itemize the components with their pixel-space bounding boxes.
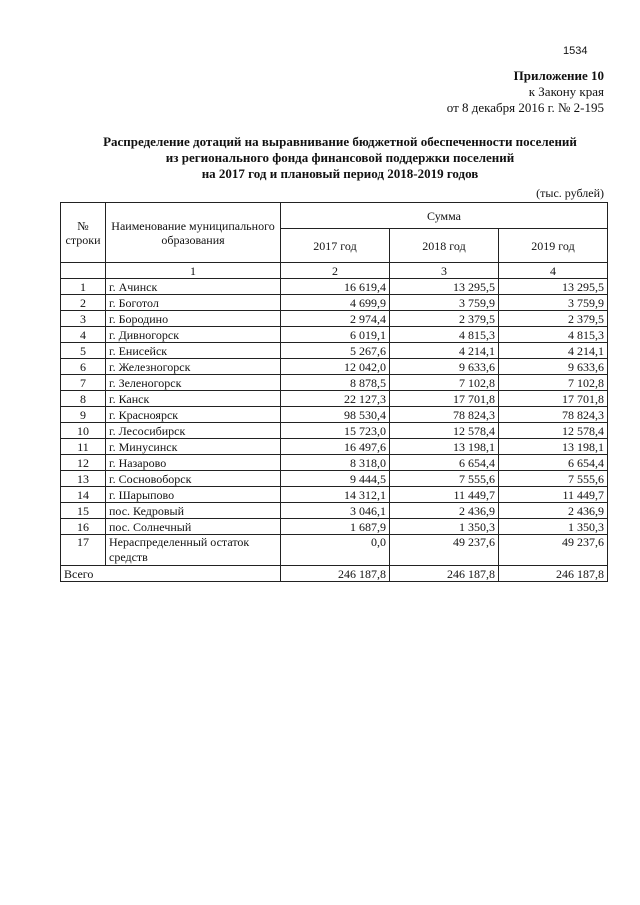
- table-row: [61, 519, 608, 535]
- row-number: 12: [61, 455, 106, 471]
- value-2019: 4 214,1: [499, 343, 608, 359]
- value-2019: 7 102,8: [499, 375, 608, 391]
- table-row: [61, 343, 608, 359]
- title-line: из регионального фонда финансовой поддержки поселений: [165, 150, 515, 165]
- value-2019: 2 379,5: [499, 311, 608, 327]
- value-2018: 4 815,3: [390, 327, 499, 343]
- value-2019: 13 198,1: [499, 439, 608, 455]
- table-row: [61, 311, 608, 327]
- value-2019: 4 815,3: [499, 327, 608, 343]
- index-cell: 4: [499, 263, 608, 279]
- value-2019: 49 237,6: [499, 535, 608, 566]
- row-number: 1: [61, 279, 106, 295]
- value-2018: 9 633,6: [390, 359, 499, 375]
- value-2017: 12 042,0: [281, 359, 390, 375]
- value-2017: 2 974,4: [281, 311, 390, 327]
- value-2017: 98 530,4: [281, 407, 390, 423]
- value-2018: 6 654,4: [390, 455, 499, 471]
- table-row: [61, 407, 608, 423]
- value-2019: 3 759,9: [499, 295, 608, 311]
- municipality-name: г. Бородино: [106, 311, 281, 327]
- municipality-name: г. Зеленогорск: [106, 375, 281, 391]
- value-2017: 8 318,0: [281, 455, 390, 471]
- value-2017: 9 444,5: [281, 471, 390, 487]
- municipality-name: г. Лесосибирск: [106, 423, 281, 439]
- value-2018: 12 578,4: [390, 423, 499, 439]
- title-line: Распределение дотаций на выравнивание бюджетной обеспеченности поселений: [103, 134, 577, 149]
- row-number: 6: [61, 359, 106, 375]
- appendix-date: от 8 декабря 2016 г. № 2-195: [446, 100, 604, 115]
- index-cell: 2: [281, 263, 390, 279]
- value-2018: 4 214,1: [390, 343, 499, 359]
- value-2017: 22 127,3: [281, 391, 390, 407]
- value-2017: 14 312,1: [281, 487, 390, 503]
- value-2017: 6 019,1: [281, 327, 390, 343]
- row-number: 2: [61, 295, 106, 311]
- appendix-title: Приложение 10: [513, 68, 604, 83]
- municipality-name: г. Шарыпово: [106, 487, 281, 503]
- municipality-name: г. Красноярск: [106, 407, 281, 423]
- table-row: [61, 423, 608, 439]
- total-2019: 246 187,8: [499, 566, 608, 582]
- table-row: [61, 327, 608, 343]
- total-2018: 246 187,8: [390, 566, 499, 582]
- value-2019: 2 436,9: [499, 503, 608, 519]
- row-number: 8: [61, 391, 106, 407]
- page-number: 1534: [563, 45, 588, 57]
- header-2018: 2018 год: [390, 229, 499, 263]
- municipality-name: г. Боготол: [106, 295, 281, 311]
- value-2018: 2 379,5: [390, 311, 499, 327]
- value-2018: 13 198,1: [390, 439, 499, 455]
- table-row: [61, 471, 608, 487]
- value-2018: 13 295,5: [390, 279, 499, 295]
- value-2017: 16 497,6: [281, 439, 390, 455]
- header-row-number: № строки: [61, 203, 106, 263]
- value-2017: 15 723,0: [281, 423, 390, 439]
- municipality-name: г. Дивногорск: [106, 327, 281, 343]
- value-2019: 17 701,8: [499, 391, 608, 407]
- value-2019: 11 449,7: [499, 487, 608, 503]
- value-2019: 12 578,4: [499, 423, 608, 439]
- row-number: 4: [61, 327, 106, 343]
- row-number: 15: [61, 503, 106, 519]
- row-number: 11: [61, 439, 106, 455]
- value-2017: 5 267,6: [281, 343, 390, 359]
- document-title: [70, 134, 610, 182]
- value-2018: 49 237,6: [390, 535, 499, 566]
- index-cell: [61, 263, 106, 279]
- value-2019: 13 295,5: [499, 279, 608, 295]
- row-number: 9: [61, 407, 106, 423]
- municipality-name: г. Ачинск: [106, 279, 281, 295]
- row-number: 5: [61, 343, 106, 359]
- value-2019: 7 555,6: [499, 471, 608, 487]
- row-number: 16: [61, 519, 106, 535]
- total-row: [61, 566, 608, 582]
- value-2018: 78 824,3: [390, 407, 499, 423]
- title-line: на 2017 год и плановый период 2018-2019 годов: [201, 166, 479, 181]
- municipality-name: г. Канск: [106, 391, 281, 407]
- municipality-name: г. Железногорск: [106, 359, 281, 375]
- value-2019: 9 633,6: [499, 359, 608, 375]
- table-row: [61, 359, 608, 375]
- header-sum: Сумма: [281, 203, 608, 229]
- municipality-name: Нераспределенный остаток средств: [106, 535, 281, 566]
- header-2017: 2017 год: [281, 229, 390, 263]
- table-row: [61, 279, 608, 295]
- value-2019: 1 350,3: [499, 519, 608, 535]
- index-cell: 3: [390, 263, 499, 279]
- value-2018: 11 449,7: [390, 487, 499, 503]
- value-2018: 7 555,6: [390, 471, 499, 487]
- units-label: (тыс. рублей): [536, 186, 604, 200]
- table-row: [61, 391, 608, 407]
- table-row: [61, 487, 608, 503]
- value-2018: 3 759,9: [390, 295, 499, 311]
- row-number: 17: [61, 535, 106, 566]
- total-2017: 246 187,8: [281, 566, 390, 582]
- value-2018: 7 102,8: [390, 375, 499, 391]
- row-number: 13: [61, 471, 106, 487]
- table-row: [61, 375, 608, 391]
- municipality-name: г. Сосновоборск: [106, 471, 281, 487]
- value-2018: 17 701,8: [390, 391, 499, 407]
- value-2017: 4 699,9: [281, 295, 390, 311]
- table-row: [61, 295, 608, 311]
- subsidy-table: [60, 202, 608, 582]
- value-2019: 78 824,3: [499, 407, 608, 423]
- index-row: [61, 263, 608, 279]
- municipality-name: пос. Солнечный: [106, 519, 281, 535]
- value-2017: 0,0: [281, 535, 390, 566]
- value-2017: 16 619,4: [281, 279, 390, 295]
- municipality-name: пос. Кедровый: [106, 503, 281, 519]
- row-number: 10: [61, 423, 106, 439]
- header-municipality: Наименование муниципального образования: [106, 203, 281, 263]
- value-2017: 1 687,9: [281, 519, 390, 535]
- table-row: [61, 455, 608, 471]
- value-2017: 8 878,5: [281, 375, 390, 391]
- table-row: [61, 503, 608, 519]
- municipality-name: г. Енисейск: [106, 343, 281, 359]
- value-2019: 6 654,4: [499, 455, 608, 471]
- value-2018: 1 350,3: [390, 519, 499, 535]
- row-number: 3: [61, 311, 106, 327]
- table-row: [61, 535, 608, 566]
- header-2019: 2019 год: [499, 229, 608, 263]
- row-number: 14: [61, 487, 106, 503]
- table-row: [61, 439, 608, 455]
- index-cell: 1: [106, 263, 281, 279]
- value-2018: 2 436,9: [390, 503, 499, 519]
- value-2017: 3 046,1: [281, 503, 390, 519]
- appendix-law: к Закону края: [528, 84, 604, 99]
- municipality-name: г. Назарово: [106, 455, 281, 471]
- municipality-name: г. Минусинск: [106, 439, 281, 455]
- row-number: 7: [61, 375, 106, 391]
- total-label: Всего: [61, 566, 281, 582]
